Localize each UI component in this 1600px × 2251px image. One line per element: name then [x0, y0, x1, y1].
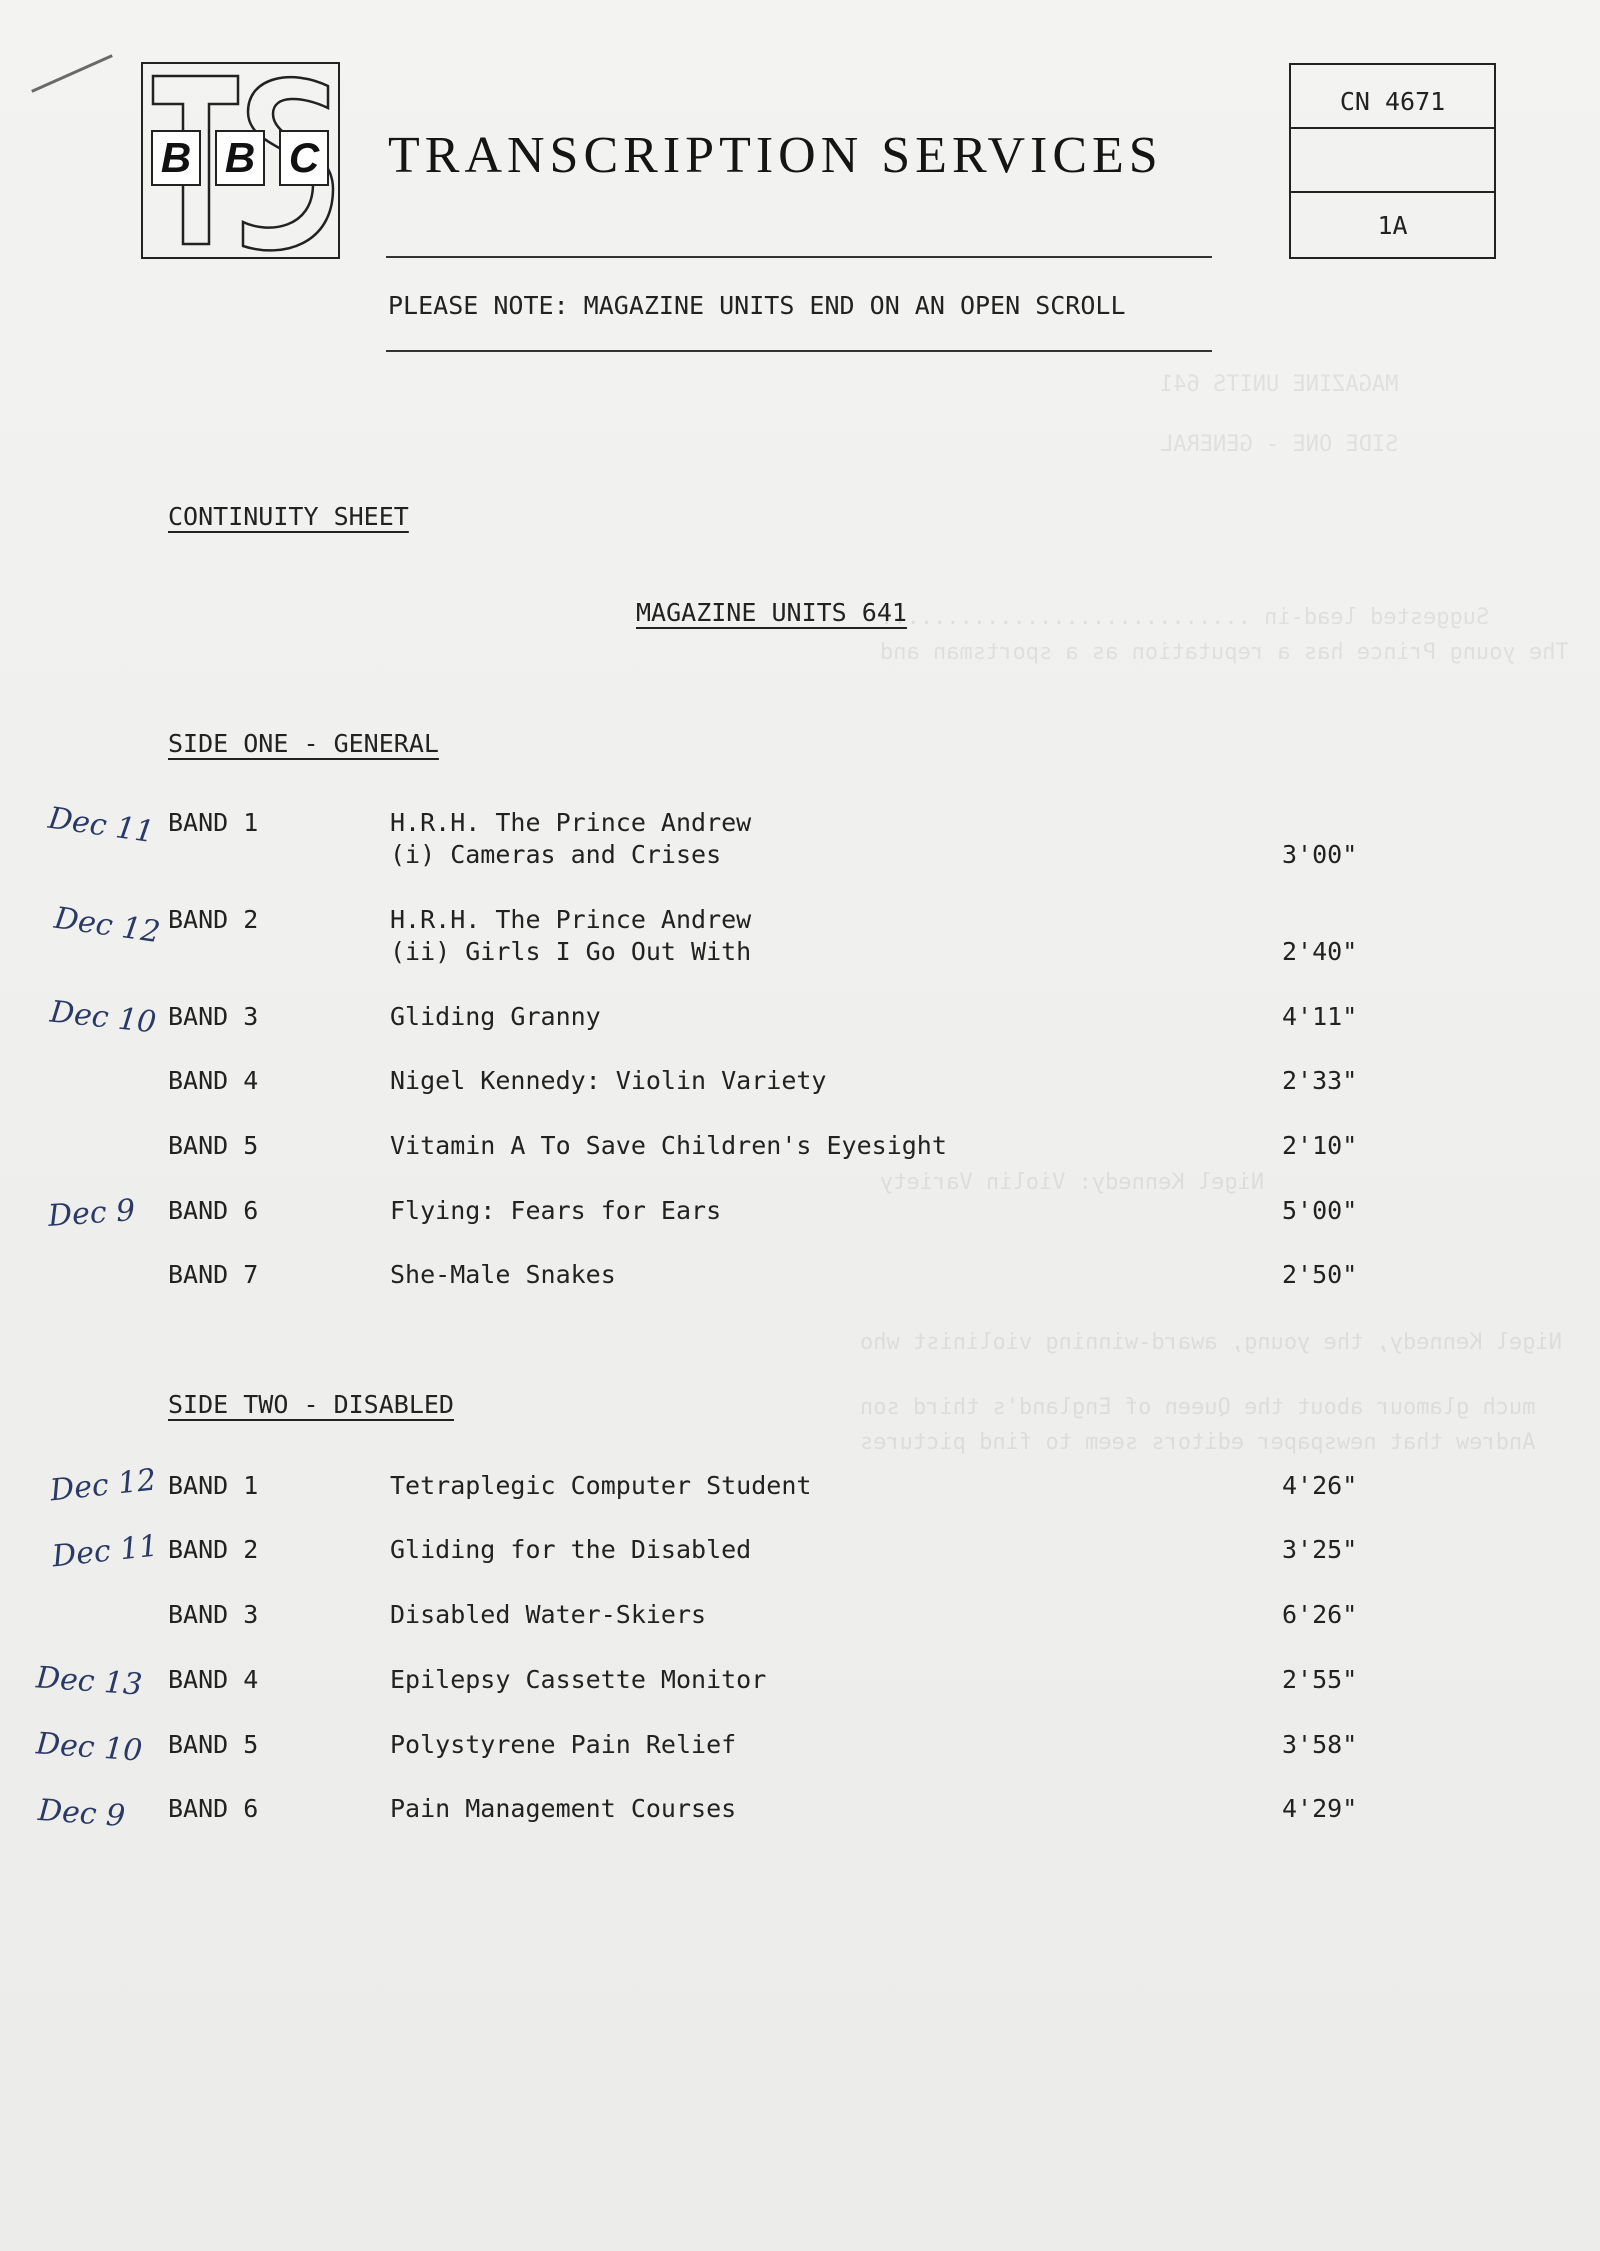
handwritten-date: Dec 12 [48, 1462, 158, 1509]
band-number: BAND 2 [168, 1535, 259, 1564]
band-duration: 6'26" [1282, 1600, 1358, 1629]
band-duration: 3'00" [1282, 840, 1358, 869]
band-title: Disabled Water-Skiers [390, 1600, 707, 1629]
staple-mark [31, 54, 113, 93]
title-rule [386, 256, 1212, 258]
band-title: Tetraplegic Computer Student [390, 1471, 812, 1500]
show-through-text: Suggested lead-in ............................ [880, 605, 1490, 630]
band-number: BAND 5 [168, 1730, 259, 1759]
band-duration: 2'33" [1282, 1066, 1358, 1095]
band-duration: 3'58" [1282, 1730, 1358, 1759]
band-subtitle: (i) Cameras and Crises [390, 840, 722, 869]
band-number: BAND 6 [168, 1794, 259, 1823]
band-number: BAND 7 [168, 1260, 259, 1289]
band-duration: 3'25" [1282, 1535, 1358, 1564]
band-number: BAND 3 [168, 1002, 259, 1031]
band-number: BAND 4 [168, 1665, 259, 1694]
show-through-text: Nigel Kennedy, the young, award-winning violinist who [860, 1330, 1562, 1355]
band-duration: 4'29" [1282, 1794, 1358, 1823]
please-note: PLEASE NOTE: MAGAZINE UNITS END ON AN OPEN SCROLL [388, 291, 1126, 320]
handwritten-date: Dec 9 [46, 1193, 137, 1234]
band-number: BAND 1 [168, 808, 259, 837]
note-rule [386, 350, 1212, 352]
band-title: Polystyrene Pain Relief [390, 1730, 737, 1759]
band-title: H.R.H. The Prince Andrew [390, 808, 752, 837]
band-title: Pain Management Courses [390, 1794, 737, 1823]
show-through-text: Andrew that newspaper editors seem to find pictures [860, 1430, 1536, 1455]
show-through-text: SIDE ONE - GENERAL [1160, 432, 1399, 457]
reference-divider [1291, 191, 1494, 193]
band-title: She-Male Snakes [390, 1260, 616, 1289]
band-duration: 2'10" [1282, 1131, 1358, 1160]
band-number: BAND 5 [168, 1131, 259, 1160]
show-through-text: The young Prince has a reputation as a sportsman and [880, 640, 1569, 665]
continuity-sheet-label: CONTINUITY SHEET [168, 502, 409, 531]
show-through-text: MAGAZINE UNITS 641 [1160, 372, 1399, 397]
side-two-heading: SIDE TWO - DISABLED [168, 1390, 454, 1419]
handwritten-date: Dec 10 [34, 1726, 144, 1769]
band-duration: 2'55" [1282, 1665, 1358, 1694]
handwritten-date: Dec 12 [52, 900, 163, 951]
band-duration: 4'11" [1282, 1002, 1358, 1031]
band-duration: 2'50" [1282, 1260, 1358, 1289]
side-one-heading: SIDE ONE - GENERAL [168, 729, 439, 758]
handwritten-date: Dec 11 [46, 800, 157, 851]
band-number: BAND 3 [168, 1600, 259, 1629]
band-number: BAND 6 [168, 1196, 259, 1225]
show-through-text: Nigel Kennedy: Violin Variety [880, 1170, 1265, 1195]
band-subtitle: (ii) Girls I Go Out With [390, 937, 752, 966]
page-title: TRANSCRIPTION SERVICES [388, 127, 1163, 184]
bbc-letter-3: C [279, 130, 329, 186]
band-number: BAND 4 [168, 1066, 259, 1095]
band-duration: 2'40" [1282, 937, 1358, 966]
band-title: H.R.H. The Prince Andrew [390, 905, 752, 934]
bbc-letter-2: B [215, 130, 265, 186]
band-title: Vitamin A To Save Children's Eyesight [390, 1131, 947, 1160]
band-title: Gliding Granny [390, 1002, 601, 1031]
reference-code: CN 4671 [1339, 87, 1446, 116]
band-number: BAND 1 [168, 1471, 259, 1500]
reference-number: 1A [1377, 211, 1408, 240]
show-through-text: much glamour about the Queen of England's third son [860, 1395, 1536, 1420]
reference-divider [1291, 127, 1494, 129]
magazine-title: MAGAZINE UNITS 641 [636, 598, 907, 627]
handwritten-date: Dec 13 [34, 1660, 144, 1703]
handwritten-date: Dec 9 [36, 1793, 127, 1834]
bbc-letter-1: B [151, 130, 201, 186]
band-title: Epilepsy Cassette Monitor [390, 1665, 767, 1694]
reference-box [1289, 63, 1496, 259]
band-title: Gliding for the Disabled [390, 1535, 752, 1564]
band-duration: 5'00" [1282, 1196, 1358, 1225]
band-title: Flying: Fears for Ears [390, 1196, 722, 1225]
band-duration: 4'26" [1282, 1471, 1358, 1500]
band-number: BAND 2 [168, 905, 259, 934]
bbc-transcription-logo [141, 62, 340, 259]
handwritten-date: Dec 11 [50, 1528, 160, 1575]
band-title: Nigel Kennedy: Violin Variety [390, 1066, 827, 1095]
handwritten-date: Dec 10 [48, 994, 158, 1041]
